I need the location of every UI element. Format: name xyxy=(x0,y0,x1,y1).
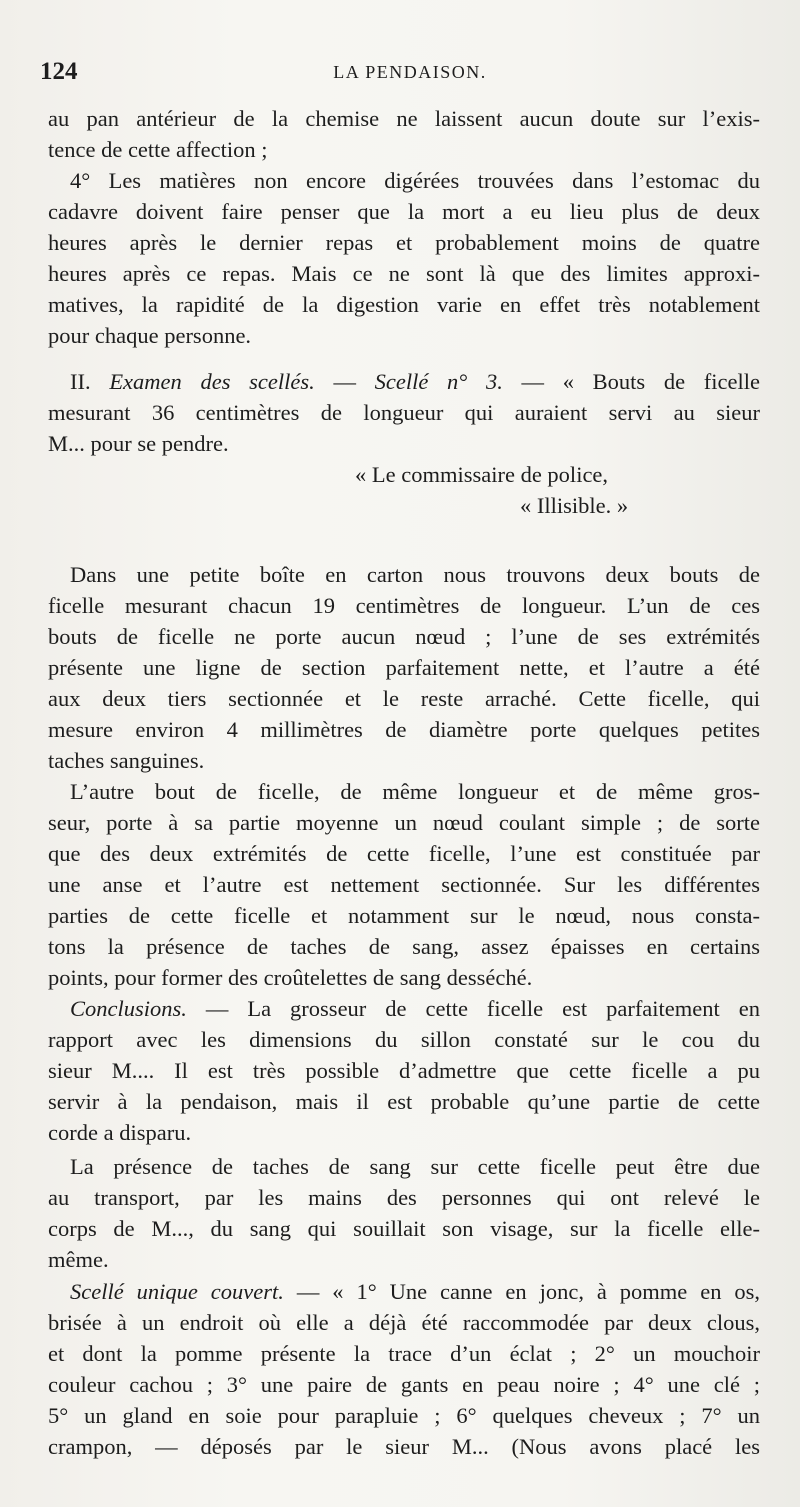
section-heading-line xyxy=(48,366,760,397)
section-number: II. xyxy=(70,369,91,394)
text-line: au transport, par les mains des personnes qui ont relevé le xyxy=(48,1185,760,1210)
page-number: 124 xyxy=(40,58,78,85)
text-line: seur, porte à sa partie moyenne un nœud coulant simple ; de sorte xyxy=(48,810,760,835)
text-line: même. xyxy=(48,1247,109,1272)
text-line: mesurant 36 centimètres de longueur qui auraient servi au sieur xyxy=(48,400,760,425)
paragraph-digestion xyxy=(48,103,760,351)
scelle-number: Scellé n° 3. xyxy=(374,369,503,394)
text-line: 5° un gland en soie pour parapluie ; 6° quelques cheveux ; 7° un xyxy=(48,1403,760,1428)
scelle-unique-label: Scellé unique couvert. xyxy=(70,1279,284,1304)
text-line: corps de M..., du sang qui souillait son visage, sur la ficelle elle- xyxy=(48,1216,760,1241)
text-line: que des deux extrémités de cette ficelle, l’une est constituée par xyxy=(48,841,760,866)
section-title: Examen des scellés. xyxy=(109,369,315,394)
text-line: tons la présence de taches de sang, assez épaisses en certains xyxy=(48,934,760,959)
text-line: au pan antérieur de la chemise ne laissent aucun doute sur l’exis- xyxy=(48,106,760,131)
paragraph-taches-sang xyxy=(48,1151,760,1275)
conclusions-text: — La grosseur de cette ficelle est parfaitement en xyxy=(186,996,760,1021)
paragraph-conclusions xyxy=(48,993,760,1148)
text-line: rapport avec les dimensions du sillon constaté sur le cou du xyxy=(48,1027,760,1052)
text-line: parties de cette ficelle et notamment sur le nœud, nous consta- xyxy=(48,903,760,928)
text-line: cadavre doivent faire penser que la mort a eu lieu plus de deux xyxy=(48,199,760,224)
signature-title: « Le commissaire de police, xyxy=(355,462,609,487)
paragraph-scelle-unique xyxy=(48,1276,760,1462)
text-line: corde a disparu. xyxy=(48,1120,192,1145)
section-examen-scelles xyxy=(48,366,760,459)
section-heading-rest: — « Bouts de ficelle xyxy=(502,369,760,394)
text-line: heures après le dernier repas et probablement moins de quatre xyxy=(48,230,760,255)
text-line: tence de cette affection ; xyxy=(48,137,268,162)
text-line: bouts de ficelle ne porte aucun nœud ; l’une de ses extrémités xyxy=(48,624,760,649)
text-line: sieur M.... Il est très possible d’admettre que cette ficelle a pu xyxy=(48,1058,760,1083)
text-line: une anse et l’autre est nettement sectionnée. Sur les différentes xyxy=(48,872,760,897)
text-line: brisée à un endroit où elle a déjà été raccommodée par deux clous, xyxy=(48,1310,760,1335)
text-line: mesure environ 4 millimètres de diamètre porte quelques petites xyxy=(48,717,760,742)
text-line: L’autre bout de ficelle, de même longueur et de même gros- xyxy=(70,779,760,804)
text-line: et dont la pomme présente la trace d’un éclat ; 2° un mouchoir xyxy=(48,1341,760,1366)
conclusions-first-line xyxy=(48,993,760,1024)
text-line: ficelle mesurant chacun 19 centimètres de longueur. L’un de ces xyxy=(48,593,760,618)
running-head xyxy=(40,58,760,90)
scelle-unique-first-line xyxy=(48,1276,760,1307)
paragraph-boite-carton xyxy=(48,559,760,776)
text-line: heures après ce repas. Mais ce ne sont là que des limites approxi- xyxy=(48,261,760,286)
text-line: pour chaque personne. xyxy=(48,323,252,348)
text-line: 4° Les matières non encore digérées trouvées dans l’estomac du xyxy=(70,168,760,193)
text-line: aux deux tiers sectionnée et le reste arraché. Cette ficelle, qui xyxy=(48,686,760,711)
text-line: La présence de taches de sang sur cette ficelle peut être due xyxy=(70,1154,760,1179)
scelle-unique-text: — « 1° Une canne en jonc, à pomme en os, xyxy=(283,1279,760,1304)
dash: — xyxy=(314,369,375,394)
text-line: points, pour former des croûtelettes de sang desséché. xyxy=(48,965,533,990)
text-line: Dans une petite boîte en carton nous trouvons deux bouts de xyxy=(70,562,760,587)
text-line: présente une ligne de section parfaitement nette, et l’autre a été xyxy=(48,655,760,680)
text-line: servir à la pendaison, mais il est probable qu’une partie de cette xyxy=(48,1089,760,1114)
text-line: taches sanguines. xyxy=(48,748,205,773)
signature-name: « Illisible. » xyxy=(520,493,629,518)
running-title: LA PENDAISON. xyxy=(333,62,487,82)
text-line: M... pour se pendre. xyxy=(48,431,229,456)
conclusions-label: Conclusions. xyxy=(70,996,187,1021)
text-line: couleur cachou ; 3° une paire de gants en peau noire ; 4° une clé ; xyxy=(48,1372,760,1397)
paragraph-autre-bout xyxy=(48,776,760,993)
text-line: matives, la rapidité de la digestion varie en effet très notablement xyxy=(48,292,760,317)
text-line: crampon, — déposés par le sieur M... (Nous avons placé les xyxy=(48,1434,760,1459)
